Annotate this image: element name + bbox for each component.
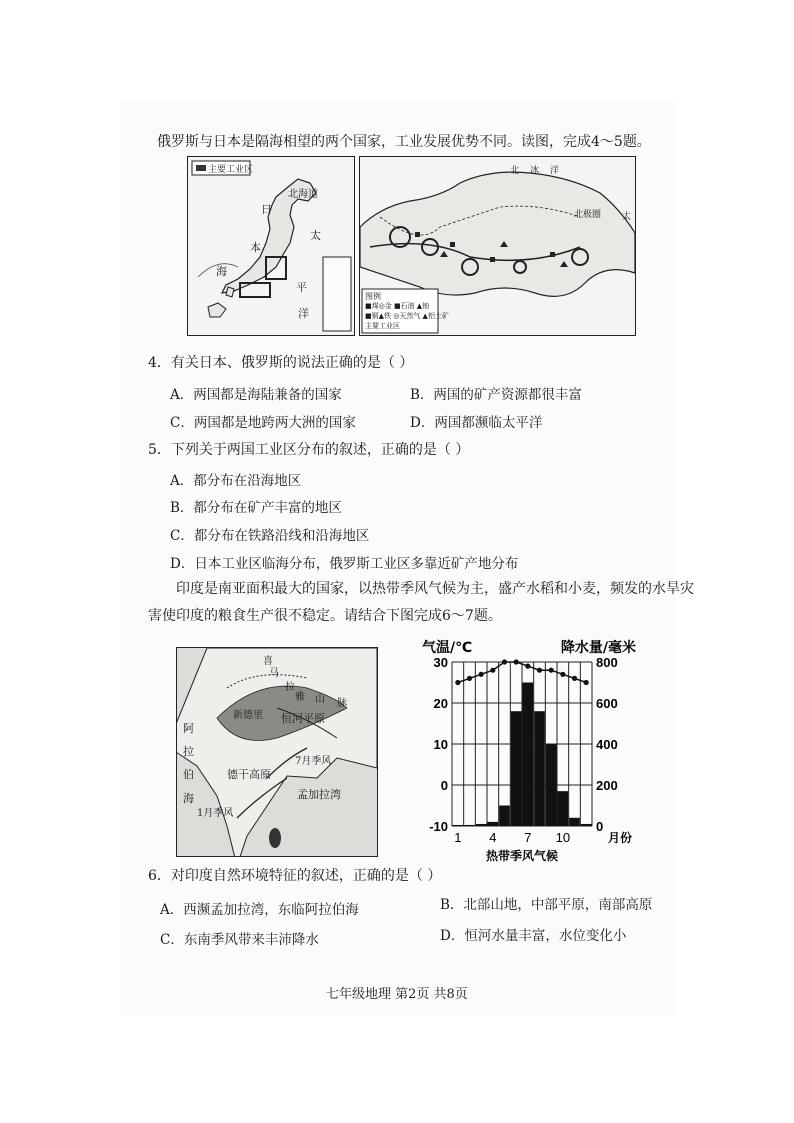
- india-map-graphic: [177, 648, 377, 856]
- temperature-point: [467, 676, 472, 681]
- russia-map: [359, 156, 636, 336]
- precipitation-bar: [464, 825, 475, 826]
- precipitation-bar: [534, 711, 545, 826]
- right-tick-label: 400: [596, 737, 618, 752]
- precipitation-bar: [581, 824, 592, 826]
- precipitation-bar: [511, 711, 522, 826]
- precipitation-bar: [523, 683, 534, 827]
- right-tick-label: 200: [596, 778, 618, 793]
- precipitation-bar: [569, 818, 580, 826]
- map-label: 洋: [298, 307, 309, 320]
- right-tick-label: 800: [596, 655, 618, 670]
- map-label: 脉: [337, 698, 347, 709]
- temperature-point: [514, 659, 519, 664]
- map-label: 拉: [285, 682, 295, 693]
- question-5-option-c[interactable]: C．都分布在铁路沿线和沿海地区: [170, 528, 370, 544]
- russia-legend-row: ■煤◎金 ■石油 ▲铀: [365, 302, 430, 310]
- x-axis-title: 月份: [608, 831, 633, 845]
- map-label: 1月季风: [197, 808, 234, 819]
- map-label: 北: [510, 166, 520, 176]
- intro-text-1: 俄罗斯与日本是隔海相望的两个国家，工业发展优势不同。读图，完成4～5题。: [157, 134, 651, 150]
- map-label: 伯: [183, 768, 194, 781]
- question-5-option-d[interactable]: D．日本工业区临海分布，俄罗斯工业区多靠近矿产地分布: [170, 556, 519, 572]
- temperature-point: [537, 668, 542, 673]
- page-footer: 七年级地理 第2页 共8页: [326, 987, 468, 1002]
- precipitation-bar: [488, 822, 499, 826]
- map-label: 恒河平原: [281, 712, 325, 725]
- temperature-point: [549, 668, 554, 673]
- map-label: 洋: [550, 166, 560, 176]
- intro-text-2-line-2: 害使印度的粮食生产很不稳定。请结合下图完成6～7题。: [148, 608, 502, 624]
- precipitation-bar: [558, 791, 569, 826]
- map-label: 德干高原: [227, 768, 271, 781]
- left-tick-label: 0: [440, 778, 448, 793]
- temperature-point: [560, 672, 565, 677]
- map-label: 马: [269, 668, 279, 679]
- question-6-option-c[interactable]: C．东南季风带来丰沛降水: [160, 932, 319, 948]
- x-tick-label: 7: [524, 830, 532, 845]
- map-label: 喜: [263, 656, 273, 667]
- temperature-point: [572, 676, 577, 681]
- japan-map: [187, 156, 355, 336]
- japan-legend: 主要工业区: [208, 165, 254, 175]
- question-6-option-a[interactable]: A．西濒孟加拉湾，东临阿拉伯海: [160, 902, 359, 918]
- india-map: [176, 647, 378, 857]
- map-label: 7月季风: [295, 756, 332, 767]
- question-5-stem: 5．下列关于两国工业区分布的叙述，正确的是（ ）: [148, 442, 470, 458]
- question-4-option-b[interactable]: B．两国的矿产资源都很丰富: [410, 387, 582, 403]
- map-label: 山: [315, 694, 325, 705]
- map-label: 阿: [183, 722, 194, 735]
- precipitation-bar: [453, 825, 464, 826]
- question-5-option-a[interactable]: A．都分布在沿海地区: [170, 473, 302, 489]
- climate-chart: [418, 636, 640, 866]
- map-label: 孟加拉湾: [297, 788, 341, 801]
- question-6-option-d[interactable]: D．恒河水量丰富，水位变化小: [440, 928, 627, 944]
- left-tick-label: 10: [433, 737, 448, 752]
- precipitation-bar: [546, 744, 557, 826]
- precipitation-bar: [499, 806, 510, 827]
- map-label: 雅: [295, 692, 305, 703]
- question-6-stem: 6．对印度自然环境特征的叙述，正确的是（ ）: [148, 868, 442, 884]
- map-label: 太: [622, 212, 632, 222]
- question-4-option-c[interactable]: C．两国都是地跨两大洲的国家: [170, 415, 356, 431]
- map-label: 海: [183, 792, 194, 805]
- russia-legend-row: ■铜▲铁 ◎天然气 ▲铝土矿: [365, 312, 449, 320]
- map-label: 北海道: [288, 189, 318, 200]
- x-tick-label: 1: [454, 830, 462, 845]
- precipitation-bar: [476, 824, 487, 826]
- map-label: 拉: [183, 745, 194, 758]
- left-tick-label: 30: [433, 655, 448, 670]
- temperature-point: [479, 672, 484, 677]
- temperature-point: [490, 668, 495, 673]
- temperature-point: [525, 664, 530, 669]
- question-4-option-a[interactable]: A．两国都是海陆兼备的国家: [170, 387, 342, 403]
- left-tick-label: -10: [429, 819, 448, 834]
- right-tick-label: 600: [596, 696, 618, 711]
- russia-legend-row: 主要工业区: [365, 322, 400, 330]
- russia-legend-title: 图例: [365, 292, 381, 301]
- japan-map-graphic: [188, 157, 354, 335]
- chart-title: 热带季风气候: [485, 849, 559, 863]
- question-4-stem: 4．有关日本、俄罗斯的说法正确的是（ ）: [148, 355, 414, 371]
- map-label: 平: [296, 281, 307, 294]
- question-5-option-b[interactable]: B．都分布在矿产丰富的地区: [170, 500, 342, 516]
- question-4-option-d[interactable]: D．两国都濒临太平洋: [410, 415, 543, 431]
- map-label: 海: [216, 265, 227, 278]
- question-6-option-b[interactable]: B．北部山地，中部平原，南部高原: [440, 897, 653, 913]
- map-label: 新德里: [233, 710, 263, 721]
- right-axis-title: 降水量/毫米: [560, 640, 636, 656]
- map-label: 本: [250, 241, 261, 254]
- x-tick-label: 4: [489, 830, 497, 845]
- temperature-point: [584, 680, 589, 685]
- intro-text-2-line-1: 印度是南亚面积最大的国家，以热带季风气候为主，盛产水稻和小麦，频发的水旱灾: [176, 581, 694, 597]
- map-label: 冰: [530, 166, 540, 176]
- x-tick-label: 10: [555, 830, 571, 845]
- map-label: 日: [261, 203, 272, 216]
- map-label: 北极圈: [574, 210, 602, 220]
- right-tick-label: 0: [596, 819, 604, 834]
- left-axis-title: 气温/℃: [422, 640, 473, 656]
- map-label: 太: [310, 229, 321, 242]
- left-tick-label: 20: [433, 696, 448, 711]
- temperature-point: [502, 659, 507, 664]
- temperature-point: [455, 680, 460, 685]
